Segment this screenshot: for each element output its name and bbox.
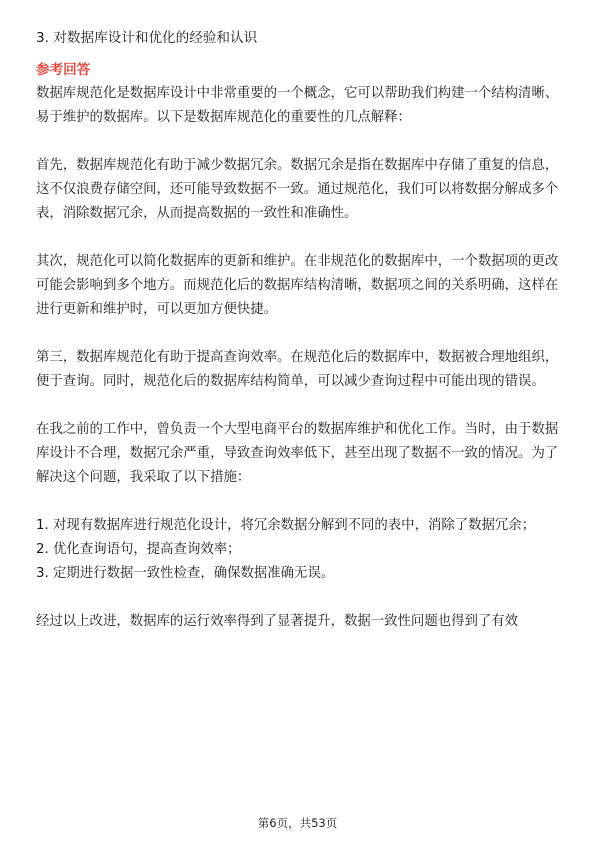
list-item: 1. 对现有数据库进行规范化设计，将冗余数据分解到不同的表中，消除了数据冗余； [36, 518, 536, 533]
answer-label: 参考回答 [36, 62, 91, 78]
question-heading: 3. 对数据库设计和优化的经验和认识 [36, 30, 258, 46]
paragraph-second: 其次，规范化可以简化数据库的更新和维护。在非规范化的数据库中，一个数据项的更改可能会影响到多个地方。而规范化后的数据库结构清晰，数据项之间的关系明确，这样在进行更新和维护时，可以更加方便快捷。 [36, 254, 559, 317]
list-item: 2. 优化查询语句，提高查询效率； [36, 542, 241, 557]
paragraph-intro: 数据库规范化是数据库设计中非常重要的一个概念，它可以帮助我们构建一个结构清晰、易于维护的数据库。以下是数据库规范化的重要性的几点解释： [36, 86, 559, 125]
page-content [36, 26, 560, 634]
list-item: 3. 定期进行数据一致性检查，确保数据准确无误。 [36, 566, 335, 581]
paragraph-third: 第三，数据库规范化有助于提高查询效率。在规范化后的数据库中，数据被合理地组织，便于查询。同时，规范化后的数据库结构简单，可以减少查询过程中可能出现的错误。 [36, 350, 559, 389]
paragraph-first: 首先，数据库规范化有助于减少数据冗余。数据冗余是指在数据库中存储了重复的信息，这不仅浪费存储空间，还可能导致数据不一致。通过规范化，我们可以将数据分解成多个表，消除数据冗余，从而提高数据的一致性和准确性。 [36, 158, 559, 221]
page-number: 第6页，共53页 [257, 816, 338, 830]
paragraph-closing: 经过以上改进，数据库的运行效率得到了显著提升，数据一致性问题也得到了有效 [36, 614, 519, 629]
paragraph-experience: 在我之前的工作中，曾负责一个大型电商平台的数据库维护和优化工作。当时，由于数据库设计不合理，数据冗余严重，导致查询效率低下，甚至出现了数据不一致的情况。为了解决这个问题，我采取了以下措施： [36, 422, 559, 485]
